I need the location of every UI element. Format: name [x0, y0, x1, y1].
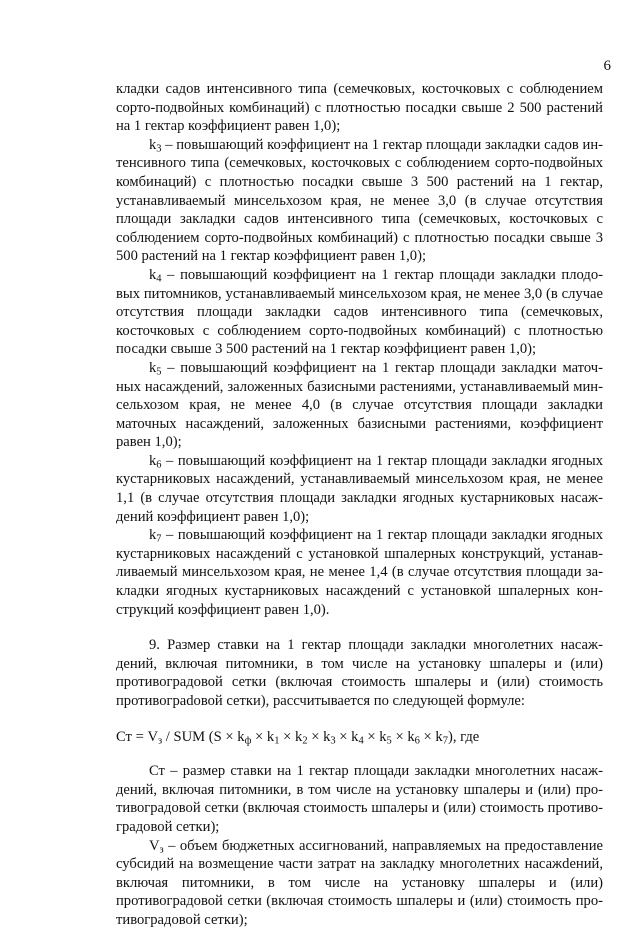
- paragraph-k3: [116, 136, 603, 266]
- formula-mid: / SUM (S × k: [162, 728, 245, 745]
- paragraph-text: 9. Размер ставки на 1 гектар площади закладки многолетних насаждений, включая питомники, в том числе на установку шпалеры и (или) противоградовой сетки (включая стоимость шпалеры и (или) стоимость противограdовой сетки), рассчитывается по следующей формуле:: [116, 637, 603, 709]
- paragraph-k6: [116, 452, 603, 526]
- formula-sub: 3: [330, 735, 336, 747]
- formula-op: × k: [307, 728, 331, 745]
- formula-op: × k: [419, 728, 443, 745]
- coef-symbol: k: [149, 452, 157, 469]
- paragraph-k5: [116, 359, 603, 452]
- paragraph-k7: [116, 526, 603, 619]
- paragraph-text: Ст – размер ставки на 1 гектар площади закладки многолетних насаждений, включая питомники, в том числе на установку шпалеры и (или) противоградовой сетки (включая стоимость шпалеры и (или) стоимость противоградовой сетки);: [116, 763, 603, 835]
- paragraph-text: – повышающий коэффициент на 1 гектар площади закладки ягодных кустарниковых насаждений с установкой шпалерных конструкций, устанавливаемый минсельхозом края, не менее 1,4 (в случае отсутствия площади закладки ягодных кустарниковых насаждений с установкой шпалерных конструкций коэффициент равен 1,0).: [116, 527, 603, 618]
- formula-sub: 2: [302, 735, 308, 747]
- paragraph-k4: [116, 266, 603, 359]
- rate-formula: [116, 728, 603, 747]
- paragraph-text: – повышающий коэффициент на 1 гектар площади закладки садов интенсивного типа (семечковых, косточковых с соблюдением сорто-подвойных комбинаций) с плотностью посадки свыше 3 500 растений на 1 гектар, устанавливаемый минсельхозом края, не менее 3,0 (в случае отсутствия площади закладки садов интенсивного типа (семечковых, косточковых с соблюдением сорто-подвойных комбинаций) с плотностью посадки свыше 3 500 растений на 1 гектар коэффициент равен 1,0);: [116, 136, 603, 265]
- coef-symbol: k: [149, 266, 157, 283]
- paragraph-text: – объем бюджетных ассигнований, направляемых на предоставление субсидий на возмещение части затрат на закладку многолетних насажdений, включая питомники, в том числе на установку шпалеры и (или) противоградовой сетки (включая стоимость шпалеры и (или) стоимость противоградовой сетки);: [116, 837, 603, 928]
- coef-subscript: 5: [156, 366, 162, 378]
- formula-sub: 5: [386, 735, 392, 747]
- coef-symbol: V: [149, 837, 160, 854]
- paragraph-item-9: [116, 636, 603, 710]
- document-body: [116, 80, 603, 930]
- formula-sub: 7: [442, 735, 448, 747]
- coef-subscript: 4: [156, 273, 162, 285]
- paragraph-text: – повышающий коэффициент на 1 гектар площади закладки ягодных кустарниковых насаждений, устанавливаемый минсельхозом края, не менее 1,1 (в случае отсутствия площади закладки ягодных кустарниковых насаждений коэффициент равен 1,0);: [116, 452, 603, 525]
- page-number: 6: [603, 58, 611, 74]
- coef-symbol: k: [149, 527, 157, 544]
- coef-subscript: 7: [156, 533, 162, 545]
- coef-subscript: 3: [156, 143, 162, 155]
- formula-op: × k: [363, 728, 387, 745]
- formula-head: Ст = V: [116, 728, 158, 745]
- formula-op: × k: [391, 728, 415, 745]
- coef-subscript: з: [159, 844, 164, 856]
- paragraph-ct-definition: [116, 762, 603, 836]
- coef-symbol: k: [149, 359, 157, 376]
- formula-sub: 1: [274, 735, 280, 747]
- paragraph-vz-definition: [116, 837, 603, 930]
- formula-op: × k: [335, 728, 359, 745]
- formula-end: ), где: [447, 728, 480, 745]
- formula-sub: 4: [358, 735, 364, 747]
- coef-subscript: 6: [156, 459, 162, 471]
- formula-sub-v: з: [158, 735, 163, 747]
- formula-op: × k: [251, 728, 275, 745]
- coef-symbol: k: [149, 136, 157, 153]
- formula-sub: 6: [414, 735, 420, 747]
- paragraph-text: – повышающий коэффициент на 1 гектар площади закладки плодовых питомников, устанавливаемый минсельхозом края, не менее 3,0 (в случае отсутствия площади закладки садов интенсивного типа (семечковых, косточковых с соблюдением сорто-подвойных комбинаций) с плотностью посадки свыше 3 500 растений на 1 гектар коэффициент равен 1,0);: [116, 266, 603, 358]
- paragraph-k2-continuation: [116, 80, 603, 136]
- formula-sub-f: ф: [244, 735, 252, 747]
- paragraph-text: кладки садов интенсивного типа (семечковых, косточковых с соблюдением сорто-подвойных комбинаций) с плотностью посадки свыше 2 500 растений на 1 гектар коэффициент равен 1,0);: [116, 81, 603, 135]
- formula-op: × k: [279, 728, 303, 745]
- paragraph-text: – повышающий коэффициент на 1 гектар площади закладки маточных насаждений, заложенных базисными растениями, устанавливаемый минсельхозом края, не менее 4,0 (в случае отсутствия площади закладки маточных насаждений, заложенных базисными растениями, коэффициент равен 1,0);: [116, 359, 603, 451]
